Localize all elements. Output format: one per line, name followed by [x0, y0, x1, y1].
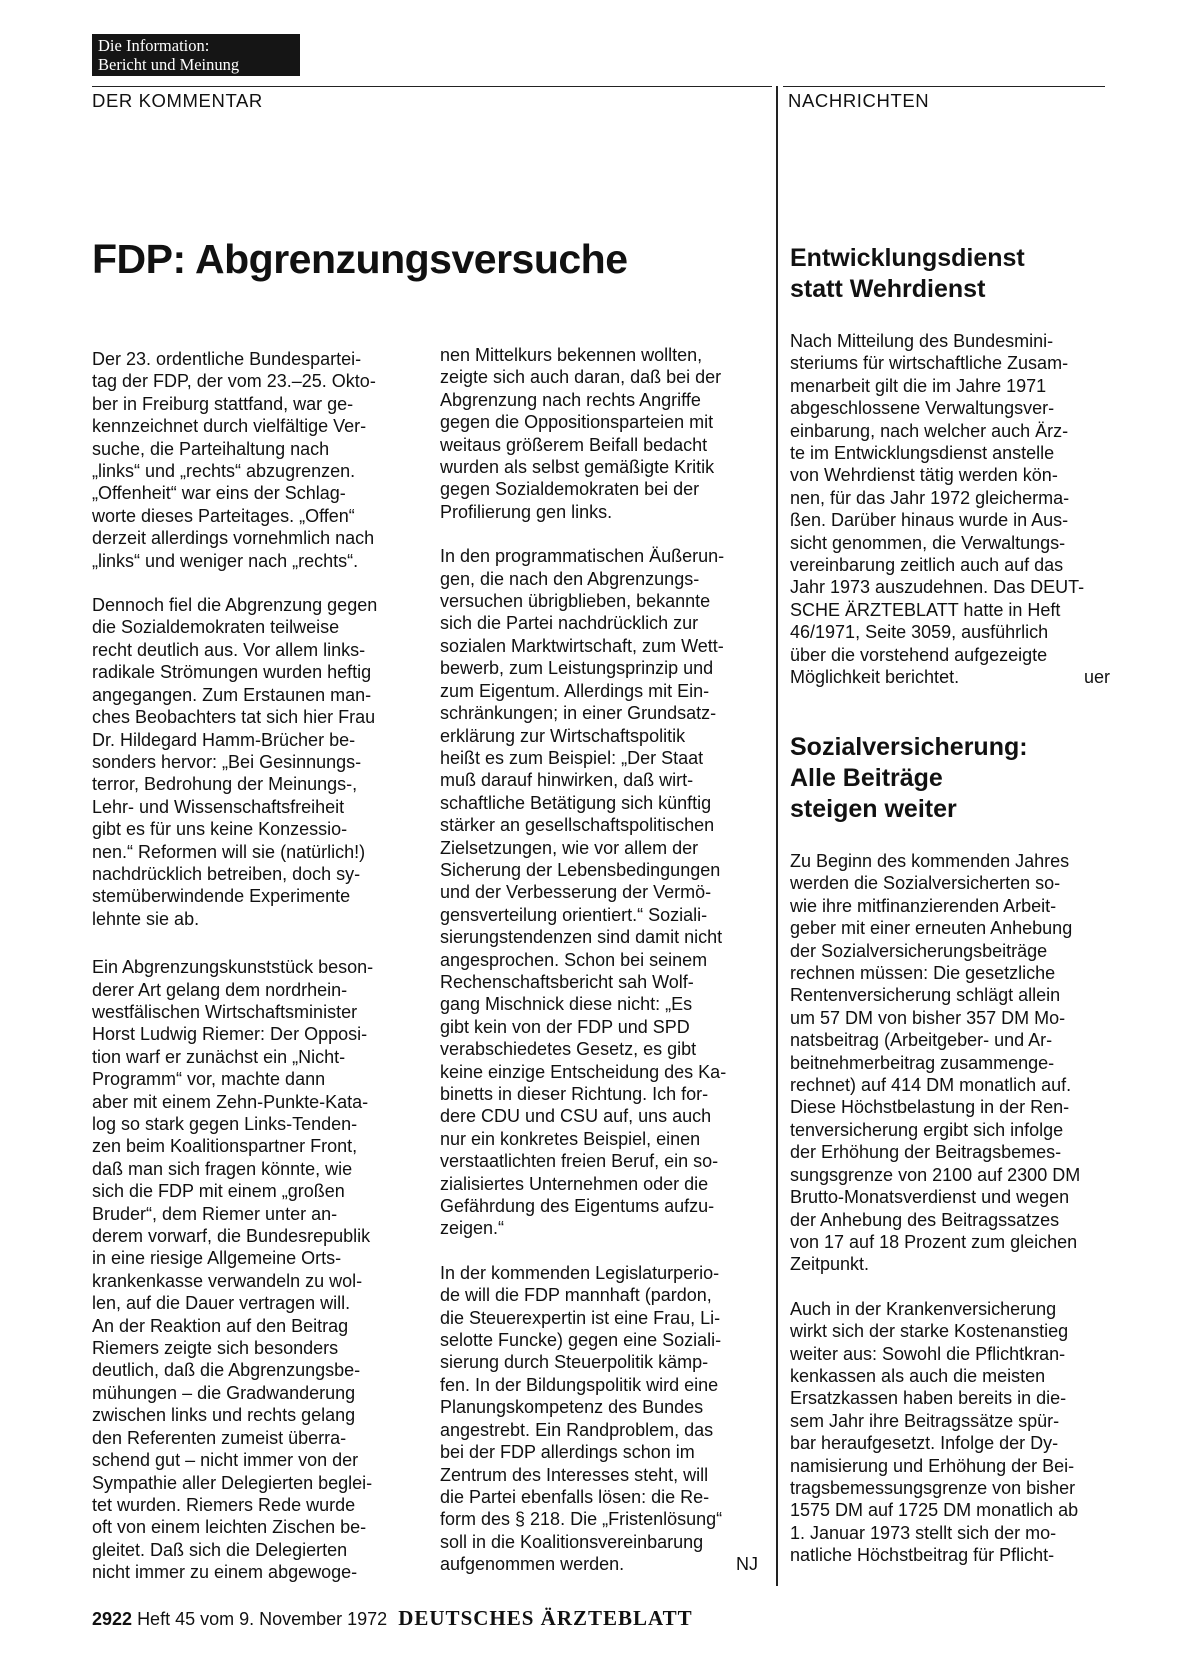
column-divider: [776, 86, 778, 1586]
publication-name: DEUTSCHES ÄRZTEBLATT: [398, 1606, 693, 1630]
article-paragraph: Der 23. ordentliche Bundespartei- tag der FDP, der vom 23.–25. Okto- ber in Freiburg stattfand, war ge- kennzeichnet durch vielfältige Ver- suche, die Parteihaltung nach „links“ und „rechts“ abzugrenzen. „Offenheit“ war eins der Schlag- worte dieses Parteitages. „Offen“ derzeit allerdings vornehmlich nach „links“ und weniger nach „rechts“.: [92, 349, 376, 571]
news-signature: uer: [1083, 667, 1110, 688]
news-title-sozialversicherung: Sozialversicherung: Alle Beiträge steigen weiter: [790, 733, 1028, 823]
news-paragraph: [790, 330, 1110, 689]
page-number: 2922: [92, 1609, 133, 1629]
page-footer: [92, 1606, 693, 1631]
article-column-2: [440, 344, 758, 1576]
header-rule-left: [92, 86, 772, 87]
issue-info: Heft 45 vom 9. November 1972: [137, 1609, 388, 1629]
article-column-1: [92, 348, 410, 1606]
article-paragraph: Dennoch fiel die Abgrenzung gegen die Sozialdemokraten teilweise recht deutlich aus. Vor allem links- radikale Strömungen wurden heftig angegangen. Zum Erstaunen man- ches Beobachters tat sich hier Frau Dr. Hildegard Hamm-Brücher be- sonders hervor: „Bei Gesinnungs- terror, Bedrohung der Meinungs-, Lehr- und Wissenschaftsfreiheit gibt es für uns keine Konzessio- nen.“ Reformen will sie (natürlich!) nachdrücklich betreiben, doch sy- stemüberwindende Experimente lehnte sie ab.: [92, 595, 378, 929]
news-column-sozialversicherung: [790, 850, 1110, 1589]
author-signature: NJ: [736, 1554, 758, 1575]
article-paragraph: Ein Abgrenzungskunststück beson- derer Art gelang dem nordrhein- westfälischen Wirtschaftsminister Horst Ludwig Riemer: Der Opposi- tion warf er zunächst ein „Nicht- Programm“ vor, machte dann aber mit einem Zehn-Punkte-Kata- log so stark gegen Links-Tenden- zen beim Koalitionspartner Front, daß man sich fragen könnte, wie sich die FDP mit einem „großen Bruder“, dem Riemer unter an- derem vorwarf, die Bundesrepublik in eine riesige Allgemeine Orts- krankenkasse verwandeln zu wol- len, auf die Dauer vertragen will. An der Reaktion auf den Beitrag Riemers zeigte sich besonders deutlich, daß die Abgrenzungsbe- mühungen – die Gradwanderung zwischen links und rechts gelang den Referenten zumeist überra- schend gut – nicht immer von der Sympathie aller Delegierten beglei- tet wurden. Riemers Rede wurde oft von einem leichten Zischen be- gleitet. Daß sich die Delegierten nicht immer zu einem abgewoge-: [92, 957, 374, 1583]
news-paragraph: Zu Beginn des kommenden Jahres werden die Sozialversicherten so- wie ihre mitfinanzierenden Arbeit- geber mit einer erneuten Anhebung der Sozialversicherungsbeiträge rechnen müssen: Die gesetzliche Rentenversicherung schlägt allein um 57 DM von bisher 357 DM Mo- natsbeitrag (Arbeitgeber- und Ar- beitnehmerbeitrag zusammenge- rechnet) auf 414 DM monatlich auf. Diese Höchstbelastung in der Ren- tenversicherung ergibt sich infolge der Erhöhung der Beitragsbemes- sungsgrenze von 2100 auf 2300 DM Brutto-Monatsverdienst und wegen der Anhebung des Beitragssatzes von 17 auf 18 Prozent zum gleichen Zeitpunkt.: [790, 851, 1081, 1275]
article-headline: FDP: Abgrenzungsversuche: [92, 236, 628, 282]
article-paragraph: nen Mittelkurs bekennen wollten, zeigte sich auch daran, daß bei der Abgrenzung nach rechts Angriffe gegen die Oppositionsparteien mit weitaus größerem Beifall bedacht wurden als selbst gemäßigte Kritik gegen Sozialdemokraten bei der Profilierung gen links.: [440, 345, 722, 522]
header-rule-right: [783, 86, 1105, 87]
article-paragraph: [440, 1262, 758, 1576]
news-paragraph-text: Nach Mitteilung des Bundesmini- steriums für wirtschaftliche Zusam- menarbeit gilt die im Jahre 1971 abgeschlossene Verwaltungsver- einbarung, nach welcher auch Ärz- te im Entwicklungsdienst anstelle von Wehrdienst tätig werden kön- nen, für das Jahr 1972 gleicherma- ßen. Darüber hinaus wurde in Aus- sicht genommen, die Verwaltungs- vereinbarung zeitlich auch auf das Jahr 1973 auszudehnen. Das DEUT- SCHE ÄRZTEBLATT hatte in Heft 46/1971, Seite 3059, ausführlich über die vorstehend aufgezeigte Möglichkeit berichtet.: [790, 331, 1085, 688]
section-label-kommentar: DER KOMMENTAR: [92, 90, 263, 111]
news-title-entwicklungsdienst: Entwicklungsdienst statt Wehrdienst: [790, 244, 1025, 303]
news-column-entwicklungsdienst: [790, 330, 1110, 711]
logo-line-1: Die Information:: [98, 36, 210, 55]
article-paragraph-text: In der kommenden Legislaturperio- de will die FDP mannhaft (pardon, die Steuerexpertin ist eine Frau, Li- selotte Funcke) gegen eine Soziali- sierung durch Steuerpolitik kämp- fen. In der Bildungspolitik wird eine Planungskompetenz des Bundes angestrebt. Ein Randproblem, das bei der FDP allerdings schon im Zentrum des Interesses steht, will die Partei ebenfalls lösen: die Re- form des § 218. Die „Fristenlösung“ soll in die Koalitionsvereinbarung aufgenommen werden.: [440, 1262, 723, 1575]
article-paragraph: In den programmatischen Äußerun- gen, die nach den Abgrenzungs- versuchen übrigblieben, bekannte sich die Partei nachdrücklich zur sozialen Marktwirtschaft, zum Wett- bewerb, zum Leistungsprinzip und zum Eigentum. Allerdings mit Ein- schränkungen; in einer Grundsatz- erklärung zur Wirtschaftspolitik heißt es zum Beispiel: „Der Staat muß darauf hinwirken, daß wirt- schaftliche Betätigung sich künftig stärker an gesellschaftspolitischen Zielsetzungen, wie vor allem der Sicherung der Lebensbedingungen und der Verbesserung der Vermö- gensverteilung orientiert.“ Soziali- sierungstendenzen sind damit nicht angesprochen. Schon bei seinem Rechenschaftsbericht sah Wolf- gang Mischnick diese nicht: „Es gibt kein von der FDP und SPD verabschiedetes Gesetz, es gibt keine einzige Entscheidung des Ka- binetts in dieser Richtung. Ich for- dere CDU und CSU auf, uns auch nur ein konkretes Beispiel, einen verstaatlichten freien Beruf, ein so- zialisiertes Unternehmen oder die Gefährdung des Eigentums aufzu- zeigen.“: [440, 546, 727, 1239]
publication-logo: [92, 34, 300, 76]
logo-line-2: Bericht und Meinung: [98, 55, 240, 74]
section-label-nachrichten: NACHRICHTEN: [788, 90, 930, 111]
news-paragraph: Auch in der Krankenversicherung wirkt sich der starke Kostenanstieg weiter aus: Sowohl die Pflichtkran- kenkassen als auch die meisten Ersatzkassen haben bereits in die- sem Jahr ihre Beitragssätze spür- bar heraufgesetzt. Infolge der Dy- namisierung und Erhöhung der Bei- tragsbemessungsgrenze von bisher 1575 DM auf 1725 DM monatlich ab 1. Januar 1973 stellt sich der mo- natliche Höchstbeitrag für Pflicht-: [790, 1298, 1079, 1566]
